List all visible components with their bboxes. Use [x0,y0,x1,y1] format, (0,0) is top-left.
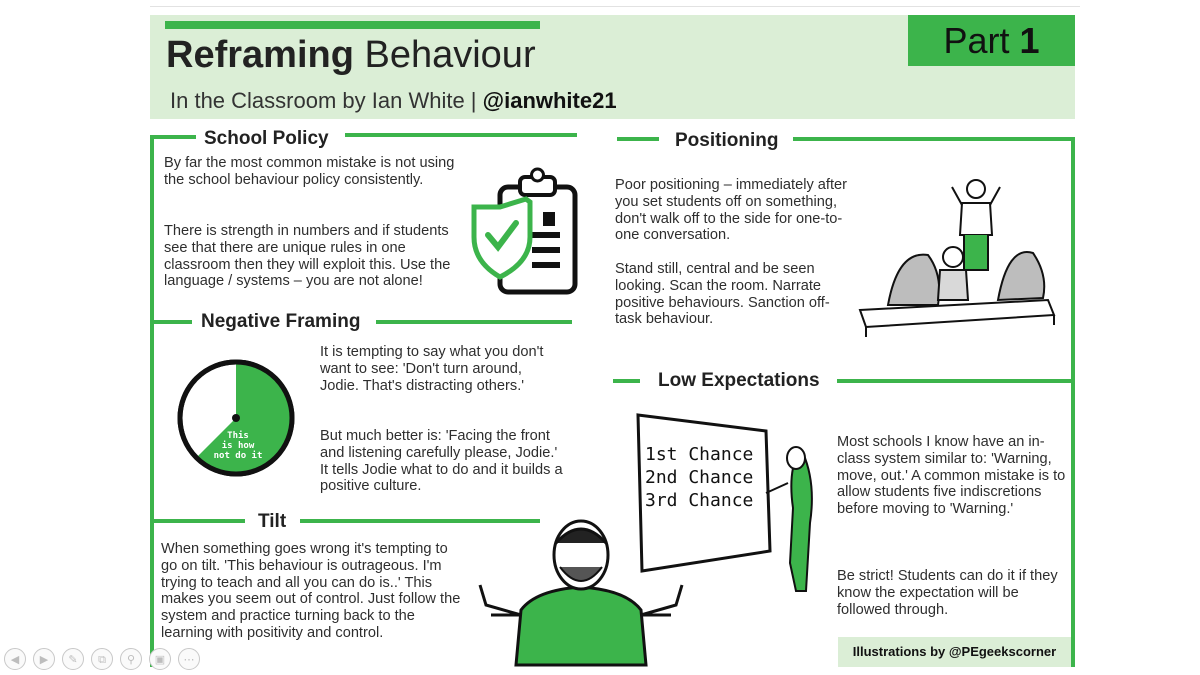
next-slide-icon[interactable]: ▶ [33,648,55,670]
negative-framing-title: Negative Framing [201,311,361,332]
part-badge [908,15,1075,66]
illustration-credit: Illustrations by @PEgeekscorner [838,637,1071,667]
chance-line: 1st Chance [645,444,754,465]
pie-label-line: not do it [213,451,263,461]
page-title [166,33,536,77]
frame-line [617,137,659,141]
low-expectations-title: Low Expectations [658,370,820,391]
positioning-para2: Stand still, central and be seen looking. Scan the room. Narrate positive behaviours. Sanction off-task behaviour. [615,261,830,328]
title-light: Behaviour [364,34,536,76]
frame-line [837,379,1075,383]
tilt-title: Tilt [258,511,287,532]
clipboard-shield-check-icon [470,167,580,297]
top-rule [150,6,1080,7]
header-banner [150,15,1075,119]
school-policy-para1: By far the most common mistake is not using the school behaviour policy consistently. [164,155,455,188]
negative-framing-para1: It is tempting to say what you don't want to see: 'Don't turn around, Jodie. That's distracting others.' [320,344,544,394]
frame-line [150,135,196,139]
subtitle [170,87,617,115]
zoom-icon[interactable]: ⚲ [120,648,142,670]
positioning-para1: Poor positioning – immediately after you set students off on something, don't walk off to the side for one-to-one conversation. [615,177,847,244]
pie-label [208,431,268,461]
part-number: 1 [1019,20,1040,61]
pen-icon[interactable]: ✎ [62,648,84,670]
subtitle-handle: @ianwhite21 [482,88,617,113]
part-label: Part [943,20,1010,61]
header-accent-bar [165,21,540,29]
chance-list [645,443,753,512]
frame-line [793,137,1075,141]
slide-icon[interactable]: ▣ [149,648,171,670]
more-icon[interactable]: ⋯ [178,648,200,670]
copy-icon[interactable]: ⧉ [91,648,113,670]
low-expectations-para1: Most schools I know have an in-class system similar to: 'Warning, move, out.' A common mistake is to allow students five indiscretions before moving to 'Warning.' [837,434,1066,518]
frame-left-edge [150,135,154,667]
pie-label-line: This [227,431,249,441]
frame-line [150,519,245,523]
subtitle-text: In the Classroom by Ian White | [170,88,477,113]
negative-framing-para2: But much better is: 'Facing the front and listening carefully please, Jodie.' It tells Jodie what to do and it builds a positive culture. [320,428,563,495]
tilt-para: When something goes wrong it's tempting to go on tilt. 'This behaviour is outrageous. I'm trying to teach and all you can do is..' This makes you seem out of control. Just follow the system and practice turning back to the learning with positivity and control. [161,541,461,641]
chance-line: 2nd Chance [645,467,754,488]
frame-line [376,320,572,324]
frame-line [345,133,577,137]
frame-right-edge [1071,137,1075,667]
chance-line: 3rd Chance [645,490,754,511]
school-policy-title: School Policy [204,128,329,149]
title-bold: Reframing [166,34,354,76]
pie-label-line: is how [221,441,255,451]
low-expectations-para2: Be strict! Students can do it if they know the expectation will be followed through. [837,568,1058,618]
school-policy-para2: There is strength in numbers and if students see that there are unique rules in one classroom then they will exploit this. Use the language / systems – you are not alone! [164,223,451,290]
frame-line [613,379,640,383]
frame-line [150,320,192,324]
positioning-title: Positioning [675,130,779,151]
classroom-illustration [858,175,1058,340]
prev-slide-icon[interactable]: ◀ [4,648,26,670]
